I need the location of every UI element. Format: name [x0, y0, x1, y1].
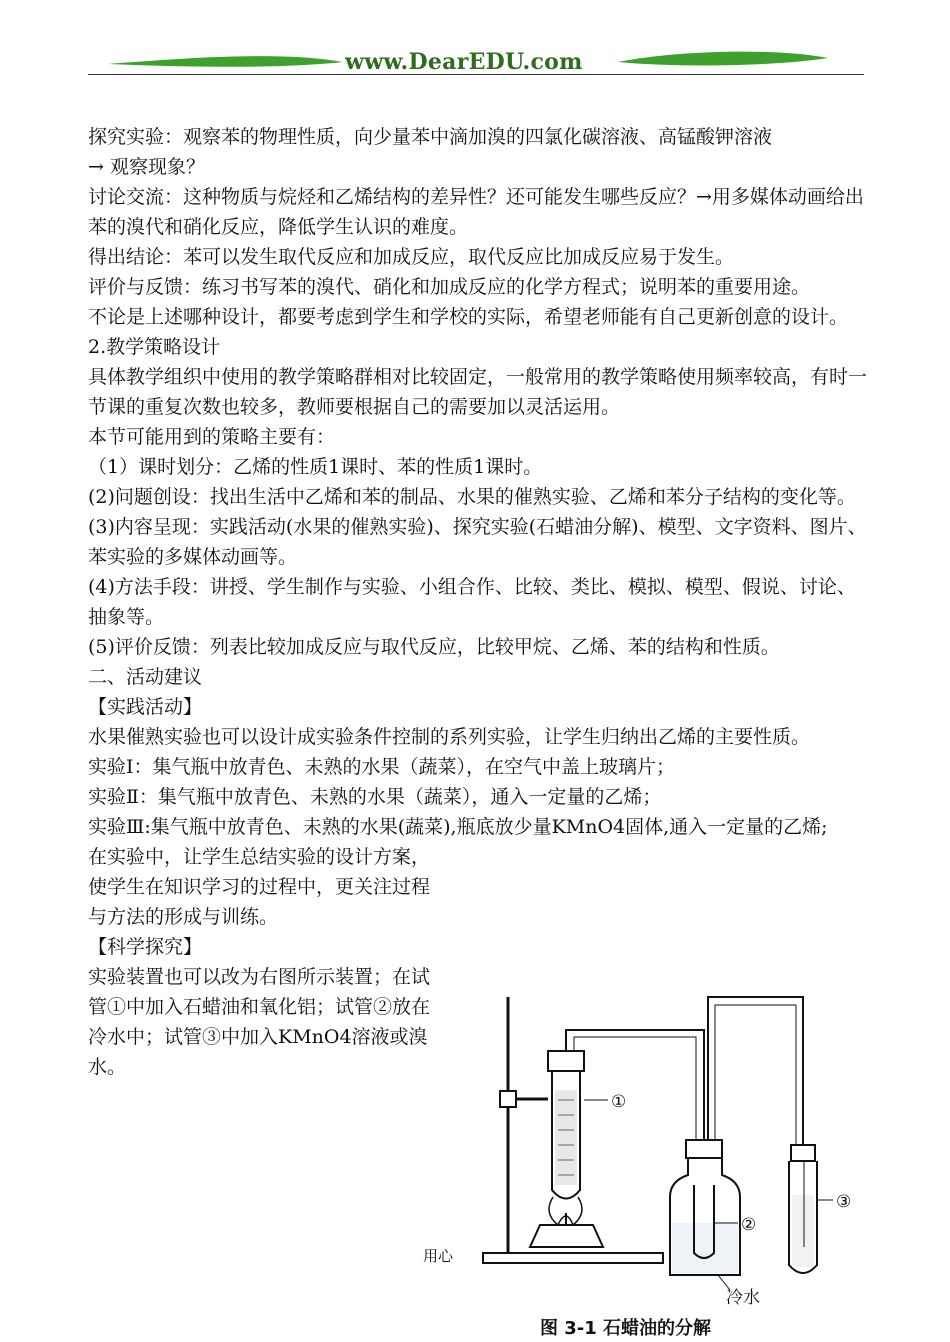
section-heading: 二、活动建议: [88, 666, 203, 688]
subsection-heading: 【实践活动】: [88, 696, 203, 718]
paragraph: 探究实验：观察苯的物理性质，向少量苯中滴加溴的四氯化碳溶液、高锰酸钾溶液: [88, 126, 773, 148]
clamp-boss: [500, 1091, 516, 1107]
tube-3-contents: [792, 1195, 814, 1267]
paragraph: 具体教学组织中使用的教学策略群相对比较固定，一般常用的教学策略使用频率较高，有时一节课的重复次数也较多，教师要根据自己的需要加以灵活运用。: [88, 366, 868, 418]
paragraph: 评价与反馈：练习书写苯的溴代、硝化和加成反应的化学方程式；说明苯的重要用途。: [88, 276, 811, 298]
figure-label-2: ②: [741, 1215, 757, 1235]
side-paragraph: 实验装置也可以改为右图所示装置；在试管①中加入石蜡油和氧化铝；试管②放在冷水中；试管③中加入KMnO4溶液或溴水。: [88, 966, 431, 1078]
subsection-heading: 【科学探究】: [88, 936, 203, 958]
figure-label-3: ③: [836, 1192, 852, 1212]
stopper-3: [791, 1145, 815, 1161]
paragraph: 实验Ⅲ:集气瓶中放青色、未熟的水果(蔬菜),瓶底放少量KMnO4固体,通入一定量的乙烯;: [88, 816, 828, 838]
figure-label-cold-water: 冷水: [726, 1288, 760, 1308]
paragraph: 得出结论：苯可以发生取代反应和加成反应，取代反应比加成反应易于发生。: [88, 246, 735, 268]
paragraph: 实验Ⅰ：集气瓶中放青色、未熟的水果（蔬菜），在空气中盖上玻璃片；: [88, 756, 676, 778]
page-footer: 用心: [423, 1247, 454, 1265]
list-item: (3)内容呈现：实践活动(水果的催熟实验)、探究实验(石蜡油分解)、模型、文字资料、图片、苯实验的多媒体动画等。: [88, 516, 867, 568]
paragraph: 本节可能用到的策略主要有：: [88, 426, 336, 448]
paragraph: 讨论交流：这种物质与烷烃和乙烯结构的差异性？还可能发生哪些反应？→用多媒体动画给出苯的溴代和硝化反应，降低学生认识的难度。: [88, 186, 864, 238]
stand-base: [483, 1253, 663, 1263]
delivery-tube-1: [566, 1030, 704, 1145]
stopper-1: [548, 1051, 584, 1071]
section-heading: 2.教学策略设计: [88, 336, 221, 358]
paragraph: 不论是上述哪种设计，都要考虑到学生和学校的实际，希望老师能有自己更新创意的设计。: [88, 306, 849, 328]
list-item: （1）课时划分：乙烯的性质1课时、苯的性质1课时。: [88, 456, 543, 478]
stopper-2: [686, 1140, 722, 1158]
paragraph: → 观察现象？: [88, 156, 205, 178]
document-body: [88, 122, 868, 1082]
site-logo-text[interactable]: www.DearEDU.com: [345, 49, 583, 75]
paragraph: 水果催熟实验也可以设计成实验条件控制的系列实验，让学生归纳出乙烯的主要性质。: [88, 726, 811, 748]
tube-1-contents: [555, 1090, 577, 1185]
figure-label-1: ①: [611, 1092, 627, 1112]
apparatus-figure: [478, 985, 870, 1310]
side-paragraph: 在实验中，让学生总结实验的设计方案，使学生在知识学习的过程中，更关注过程与方法的形成与训练。: [88, 846, 431, 928]
delivery-tube-2: [708, 997, 803, 1155]
list-item: (5)评价反馈：列表比较加成反应与取代反应，比较甲烷、乙烯、苯的结构和性质。: [88, 636, 780, 658]
list-item: (2)问题创设：找出生活中乙烯和苯的制品、水果的催熟实验、乙烯和苯分子结构的变化等。: [88, 486, 856, 508]
cold-water-level: [672, 1223, 738, 1273]
alcohol-burner: [530, 1225, 603, 1247]
paragraph: 实验Ⅱ：集气瓶中放青色、未熟的水果（蔬菜），通入一定量的乙烯；: [88, 786, 662, 808]
figure-caption: 图 3-1 石蜡油的分解: [540, 1318, 712, 1339]
list-item: (4)方法手段：讲授、学生制作与实验、小组合作、比较、类比、模拟、模型、假说、讨论、抽象等。: [88, 576, 856, 628]
